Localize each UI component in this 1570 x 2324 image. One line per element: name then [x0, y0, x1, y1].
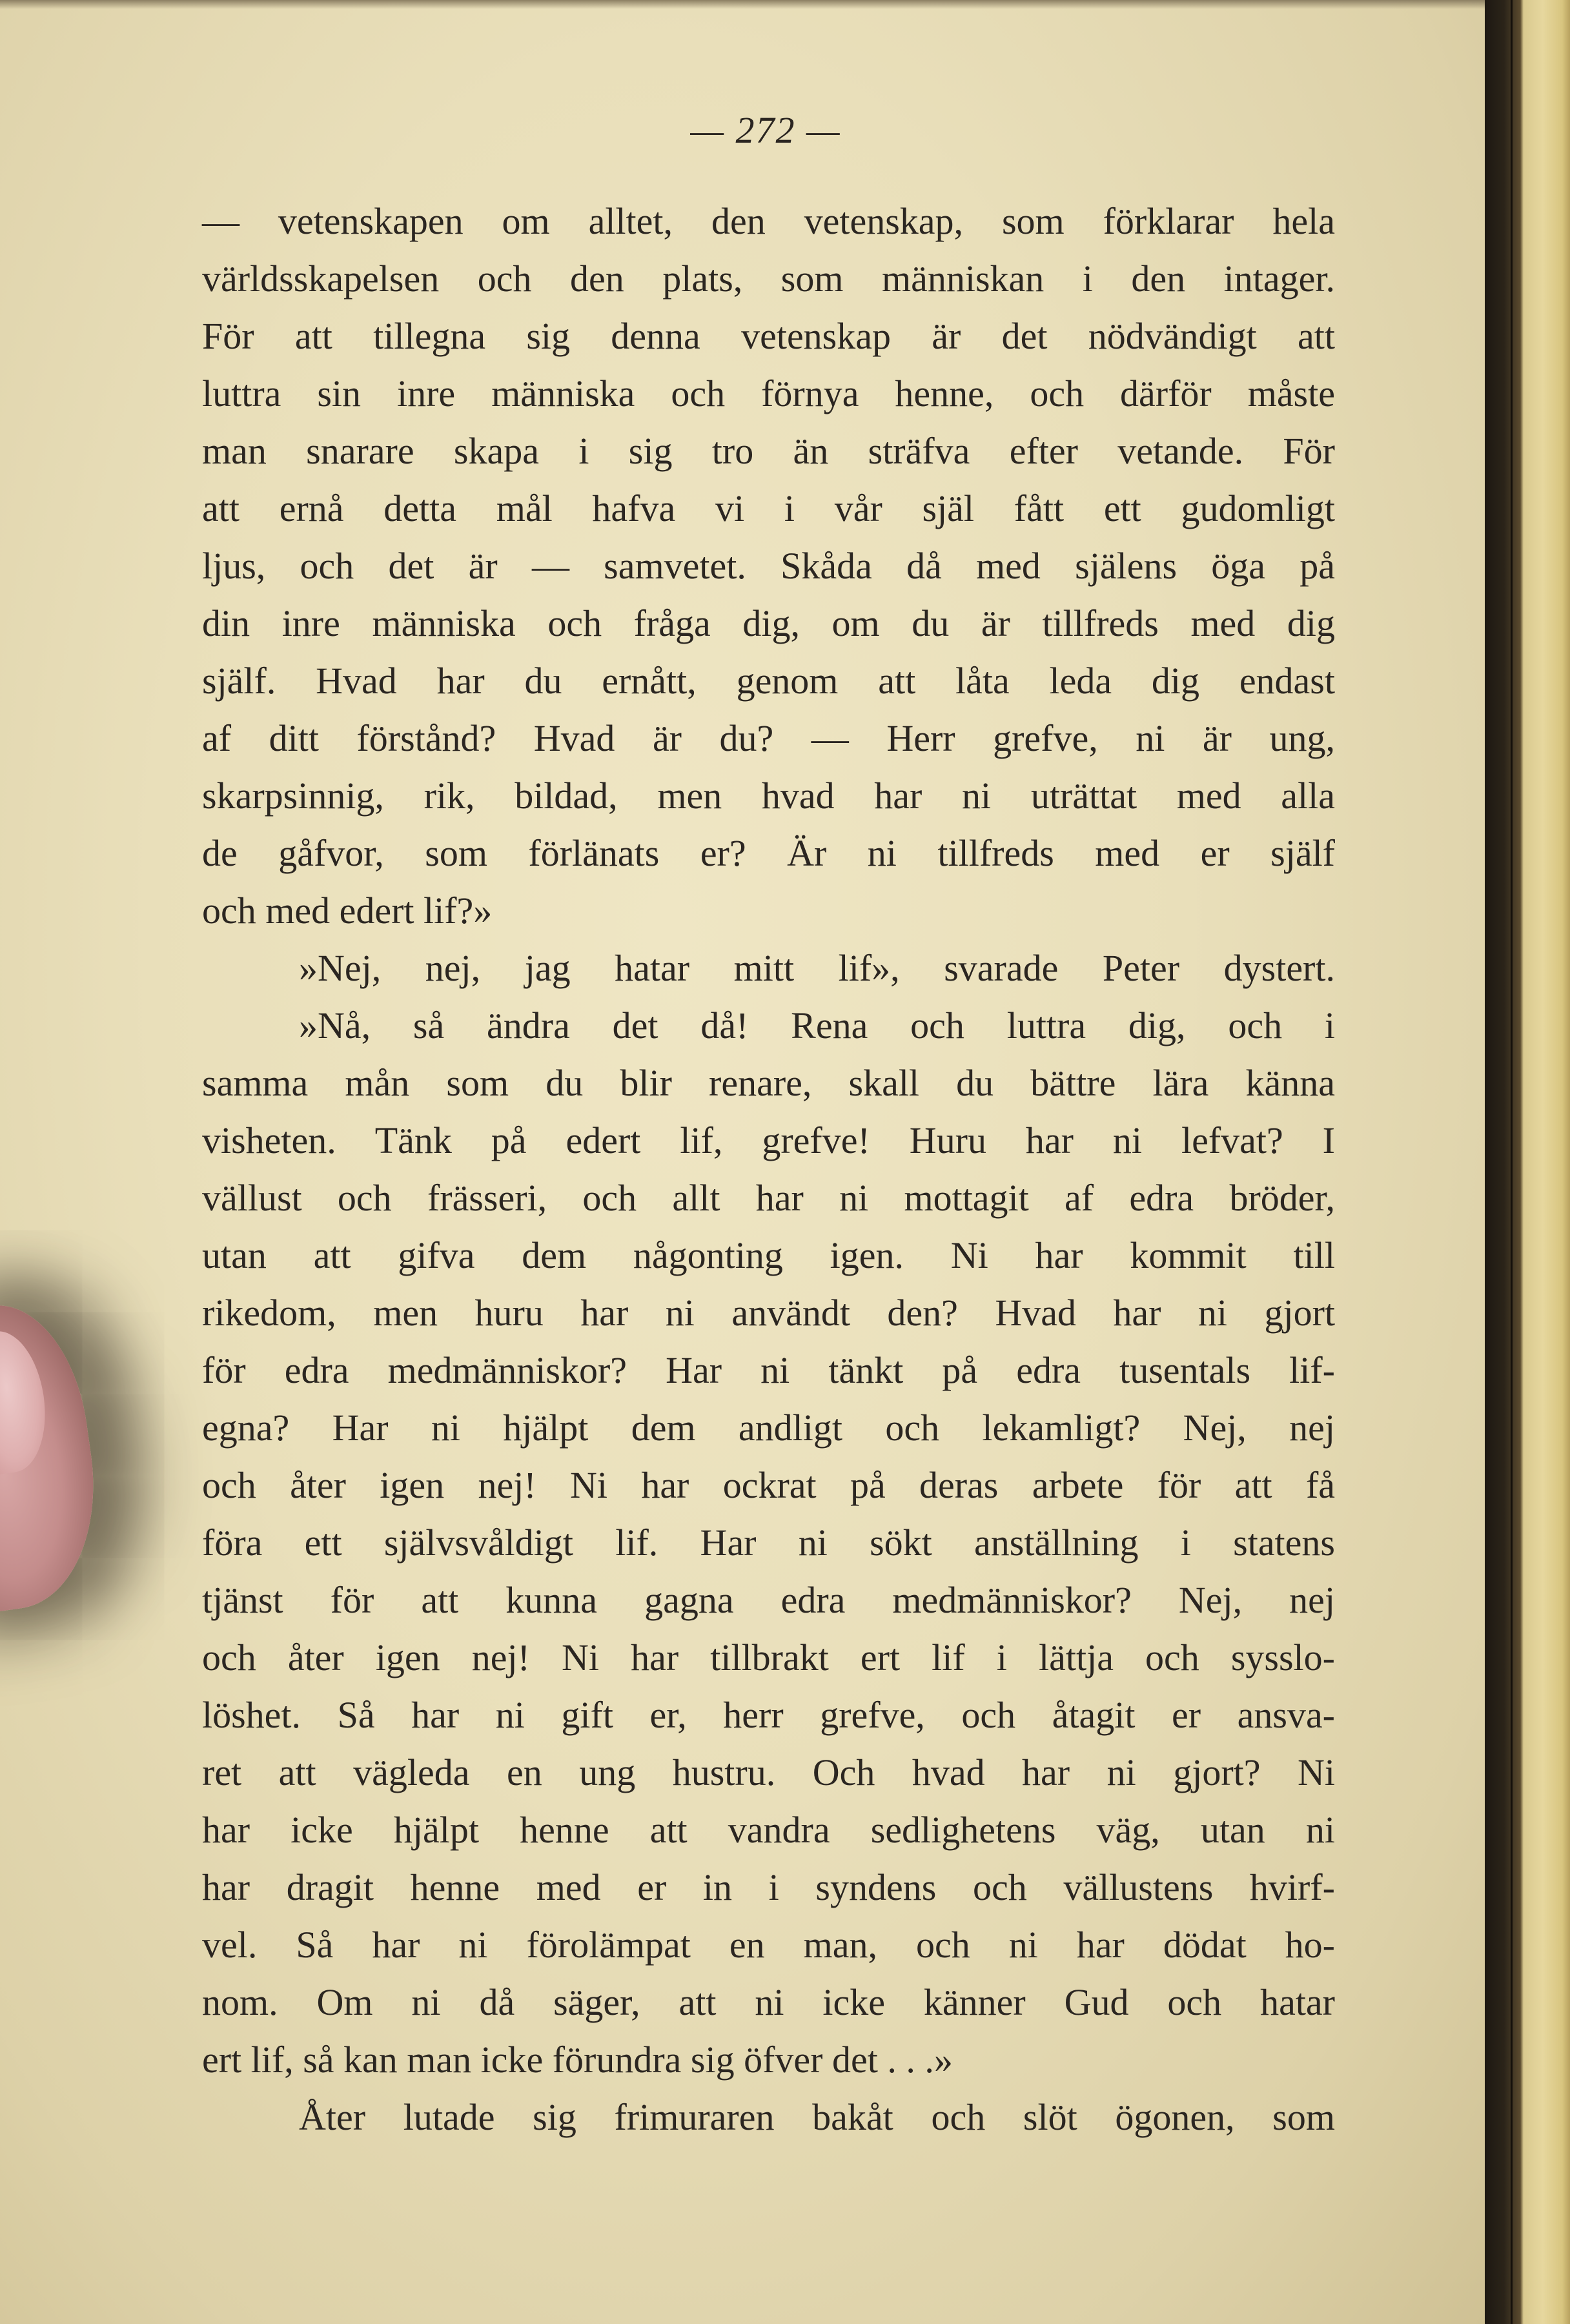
text-line: föra ett självsvåldigt lif. Har ni sökt anställning i statens	[202, 1522, 1335, 1564]
text-line: egna? Har ni hjälpt dem andligt och lekamligt? Nej, nej	[202, 1407, 1335, 1449]
text-line: tjänst för att kunna gagna edra medmänniskor? Nej, nej	[202, 1579, 1335, 1621]
text-line: världsskapelsen och den plats, som människan i den intager.	[202, 258, 1335, 300]
book-edge-line	[1511, 0, 1513, 2324]
text-line: och med edert lif?»	[202, 890, 493, 932]
text-line: luttra sin inre människa och förnya henne, och därför måste	[202, 372, 1335, 414]
text-line: af ditt förstånd? Hvad är du? — Herr grefve, ni är ung,	[202, 717, 1335, 759]
text-line: skarpsinnig, rik, bildad, men hvad har ni uträttat med alla	[202, 775, 1335, 817]
text-line: att ernå detta mål hafva vi i vår själ fått ett gudomligt	[202, 487, 1335, 529]
text-line: löshet. Så har ni gift er, herr grefve, och åtagit er ansva-	[202, 1694, 1335, 1736]
text-line: har icke hjälpt henne att vandra sedlighetens väg, utan ni	[202, 1809, 1335, 1851]
text-line: vällust och frässeri, och allt har ni mottagit af edra bröder,	[202, 1177, 1335, 1219]
text-line: — vetenskapen om alltet, den vetenskap, som förklarar hela	[202, 200, 1335, 242]
book-edge	[1485, 0, 1570, 2324]
text-line: ert lif, så kan man icke förundra sig öfver det . . .»	[202, 2039, 953, 2081]
text-line: »Nej, nej, jag hatar mitt lif», svarade Peter dystert.	[299, 947, 1335, 989]
text-line: man snarare skapa i sig tro än sträfva efter vetande. För	[202, 430, 1335, 472]
page-number: — 272 —	[690, 109, 841, 151]
text-line: ret att vägleda en ung hustru. Och hvad har ni gjort? Ni	[202, 1751, 1335, 1793]
text-line: och åter igen nej! Ni har ockrat på deras arbete för att få	[202, 1464, 1335, 1506]
text-line: har dragit henne med er in i syndens och vällustens hvirf-	[202, 1866, 1335, 1908]
text-line: utan att gifva dem någonting igen. Ni har kommit till	[202, 1234, 1335, 1276]
text-line: visheten. Tänk på edert lif, grefve! Huru har ni lefvat? I	[202, 1119, 1335, 1161]
text-line: de gåfvor, som förlänats er? Är ni tillfreds med er själf	[202, 832, 1335, 874]
text-line: Åter lutade sig frimuraren bakåt och slöt ögonen, som	[299, 2096, 1335, 2138]
page-top-shadow	[0, 0, 1485, 9]
text-line: För att tillegna sig denna vetenskap är det nödvändigt att	[202, 315, 1335, 357]
text-line: ljus, och det är — samvetet. Skåda då med själens öga på	[202, 545, 1335, 587]
body-text	[202, 192, 1335, 2146]
text-line: och åter igen nej! Ni har tillbrakt ert lif i lättja och sysslo-	[202, 1636, 1335, 1678]
thumbnail	[0, 1326, 54, 1476]
text-line: rikedom, men huru har ni användt den? Hvad har ni gjort	[202, 1292, 1335, 1334]
text-line: samma mån som du blir renare, skall du bättre lära känna	[202, 1062, 1335, 1104]
text-line: »Nå, så ändra det då! Rena och luttra dig, och i	[299, 1004, 1335, 1046]
text-line: nom. Om ni då säger, att ni icke känner Gud och hatar	[202, 1981, 1335, 2023]
text-line: för edra medmänniskor? Har ni tänkt på edra tusentals lif-	[202, 1349, 1335, 1391]
text-line: vel. Så har ni förolämpat en man, och ni har dödat ho-	[202, 1924, 1335, 1966]
text-line: din inre människa och fråga dig, om du är tillfreds med dig	[202, 602, 1335, 644]
text-line: själf. Hvad har du ernått, genom att låta leda dig endast	[202, 660, 1335, 702]
